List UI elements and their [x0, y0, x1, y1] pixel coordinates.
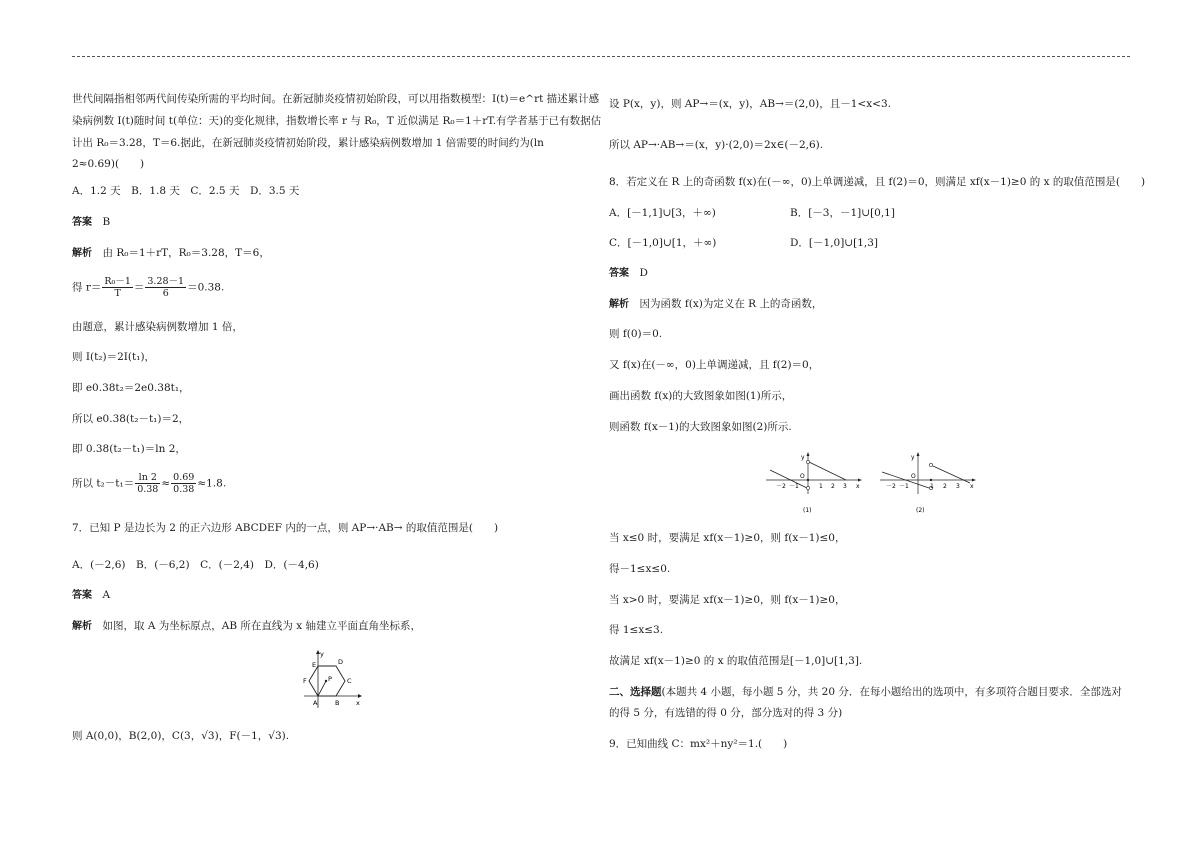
answer-label: 答案	[72, 217, 92, 228]
q8-stem: 8．若定义在 R 上的奇函数 f(x)在(－∞，0)上单调递减，且 f(2)＝0，则满足 xf(x－1)≥0 的 x 的取值范围是( )	[609, 176, 1146, 188]
label-origin: O	[800, 473, 805, 480]
q8-option-a: A．[－1,1]∪[3，＋∞)	[609, 207, 716, 219]
header-rule	[72, 56, 1130, 57]
q6-intro-line-2: 染病例数 I(t)随时间 t(单位：天)的变化规律，指数增长率 r 与 R₀，T 近似满足 R₀＝1＋rT.有学者基于已有数据估	[72, 115, 602, 127]
answer-label: 答案	[72, 590, 92, 601]
graph-2	[878, 450, 980, 518]
tick-label: －2	[776, 483, 786, 490]
q6-step-4: 所以 e0.38(t₂－t₁)＝2，	[72, 413, 190, 425]
tick-label: －2	[886, 483, 896, 490]
q6-intro-line-4: 2≈0.69)( )	[72, 158, 145, 170]
hexagon-figure	[300, 648, 366, 710]
q8-answer	[609, 266, 648, 281]
tick-label: 1	[819, 483, 823, 490]
label-c: C	[347, 677, 352, 685]
tick-label: 3	[956, 483, 960, 490]
open-point	[806, 460, 809, 463]
q6-analysis-1	[72, 246, 270, 261]
analysis-text: 由 R₀＝1＋rT，R₀＝3.28，T＝6，	[102, 247, 270, 259]
section-2-line-1	[609, 685, 1122, 699]
y-axis-arrow	[917, 452, 920, 456]
label-f: F	[303, 677, 307, 685]
formula-prefix: 所以 t₂－t₁＝	[72, 477, 135, 490]
q7-answer	[72, 588, 110, 603]
label-x: x	[970, 483, 974, 490]
graph-branch-right	[933, 466, 970, 483]
fraction-numerator: ln 2	[135, 472, 160, 484]
q8-option-c: C．[－1,0]∪[1，＋∞)	[609, 237, 717, 249]
q6-final-formula	[72, 472, 226, 495]
x-axis-arrow	[972, 479, 976, 482]
analysis-text: 如图，取 A 为坐标原点，AB 所在直线为 x 轴建立平面直角坐标系，	[102, 620, 421, 632]
label-a: A	[313, 699, 318, 707]
q8-analysis-10: 故满足 xf(x－1)≥0 的 x 的取值范围是[－1,0]∪[1,3].	[609, 655, 863, 667]
approx-sign: ≈	[161, 477, 171, 490]
q6-intro-line-1: 世代间隔指相邻两代间传染所需的平均时间。在新冠肺炎疫情初始阶段，可以用指数模型：I(t)＝e^rt 描述累计感	[72, 93, 600, 105]
tick-label: －1	[899, 483, 909, 490]
fraction	[102, 276, 133, 299]
origin-point	[807, 479, 809, 481]
answer-value: B	[102, 216, 111, 228]
analysis-label: 解析	[72, 248, 92, 259]
point-p	[325, 680, 327, 682]
figure-caption: (2)	[916, 507, 925, 514]
fraction	[135, 472, 160, 495]
q8-analysis-7: 得－1≤x≤0.	[609, 563, 671, 575]
q8-analysis-6: 当 x≤0 时，要满足 xf(x－1)≥0，则 f(x－1)≤0，	[609, 532, 846, 544]
graph-1	[764, 450, 866, 518]
tick-label: 1	[930, 483, 934, 490]
label-origin: O	[911, 473, 916, 480]
q7-analysis	[72, 619, 421, 634]
q8-analysis-3: 又 f(x)在(－∞，0)上单调递减，且 f(2)＝0，	[609, 359, 820, 371]
q6-step-1: 由题意，累计感染病例数增加 1 倍，	[72, 321, 243, 333]
analysis-label: 解析	[609, 299, 629, 310]
answer-value: A	[102, 589, 111, 601]
q7-right-line-1: 设 P(x，y)，则 AP→＝(x，y)，AB→＝(2,0)，且－1<x<3.	[609, 98, 891, 110]
section-2-desc-2: 的得 5 分，有选错的得 0 分，部分选对的得 3 分)	[609, 707, 843, 719]
section-2-title: 二、选择题	[609, 686, 662, 698]
open-point	[806, 486, 809, 489]
q6-step-3: 即 e0.38t₂＝2e0.38t₁，	[72, 382, 190, 394]
formula-result: ≈1.8.	[197, 477, 227, 490]
tick-label: 3	[843, 483, 847, 490]
q8-analysis-1	[609, 297, 822, 312]
formula-result: ＝0.38.	[187, 281, 225, 294]
q8-option-b: B．[－3，－1]∪[0,1]	[790, 207, 895, 219]
answer-value: D	[639, 267, 648, 279]
tick-label: －1	[789, 483, 799, 490]
formula-prefix: 得 r＝	[72, 281, 102, 294]
answer-label: 答案	[609, 268, 629, 279]
label-d: D	[338, 658, 344, 666]
fraction-numerator: 3.28－1	[147, 276, 185, 287]
q6-intro-line-3: 计出 R₀＝3.28，T＝6.据此，在新冠肺炎疫情初始阶段，累计感染病例数增加 1 倍需要的时间约为(ln	[72, 137, 544, 149]
q9-stem: 9．已知曲线 C：mx²＋ny²＝1.( )	[609, 738, 788, 750]
analysis-label: 解析	[72, 621, 92, 632]
label-p: P	[328, 675, 332, 683]
shifted-origin-point	[930, 479, 932, 481]
fraction-denominator: T	[114, 288, 121, 299]
section-2-desc-1: (本题共 4 小题，每小题 5 分，共 20 分．在每小题给出的选项中，有多项符合题目要求．全部选对	[661, 686, 1122, 698]
label-e: E	[312, 661, 317, 669]
q7-coords: 则 A(0,0)，B(2,0)，C(3，√3)，F(－1，√3).	[72, 730, 290, 742]
label-y: y	[320, 650, 324, 658]
q7-options: A．(－2,6) B．(－6,2) C．(－2,4) D．(－4,6)	[72, 559, 319, 571]
vector-ap	[318, 681, 326, 696]
fraction-denominator: 0.38	[137, 484, 159, 495]
figure-caption: (1)	[803, 507, 812, 514]
label-y: y	[801, 454, 805, 461]
q8-option-d: D．[－1,0]∪[1,3]	[790, 237, 878, 249]
fraction-denominator: 6	[162, 288, 169, 299]
q7-right-line-2: 所以 AP→·AB→＝(x，y)·(2,0)＝2x∈(－2,6).	[609, 139, 824, 151]
x-axis-arrow	[858, 479, 862, 482]
fraction-denominator: 0.38	[173, 484, 195, 495]
q8-analysis-2: 则 f(0)＝0.	[609, 328, 663, 340]
open-point	[929, 463, 932, 466]
q8-analysis-4: 画出函数 f(x)的大致图象如图(1)所示，	[609, 390, 793, 402]
q8-analysis-9: 得 1≤x≤3.	[609, 624, 664, 636]
fraction-numerator: R₀－1	[104, 276, 131, 287]
q6-step-5: 即 0.38(t₂－t₁)＝ln 2，	[72, 443, 186, 455]
q6-step-2: 则 I(t₂)＝2I(t₁)，	[72, 351, 156, 363]
q6-formula-r	[72, 276, 224, 299]
q6-answer	[72, 215, 110, 230]
tick-label: 2	[831, 483, 835, 490]
tick-label: 2	[943, 483, 947, 490]
q8-analysis-5: 则函数 f(x－1)的大致图象如图(2)所示.	[609, 421, 792, 433]
analysis-text: 因为函数 f(x)为定义在 R 上的奇函数，	[639, 298, 823, 310]
fraction	[145, 276, 186, 299]
q6-options: A．1.2 天 B．1.8 天 C．2.5 天 D．3.5 天	[72, 185, 300, 197]
label-b: B	[335, 699, 340, 707]
fraction-numerator: 0.69	[173, 472, 195, 483]
q8-analysis-8: 当 x>0 时，要满足 xf(x－1)≥0，则 f(x－1)≥0，	[609, 594, 846, 606]
label-x: x	[356, 699, 360, 707]
equals-sign: ＝	[133, 281, 145, 294]
label-y: y	[911, 454, 915, 461]
graph-branch-right	[809, 462, 846, 480]
y-axis-arrow	[807, 452, 810, 456]
label-x: x	[856, 483, 860, 490]
x-axis-arrow	[358, 694, 362, 698]
fraction	[171, 472, 196, 495]
q7-stem: 7．已知 P 是边长为 2 的正六边形 ABCDEF 内的一点，则 AP→·AB→ 的取值范围是( )	[72, 522, 499, 534]
